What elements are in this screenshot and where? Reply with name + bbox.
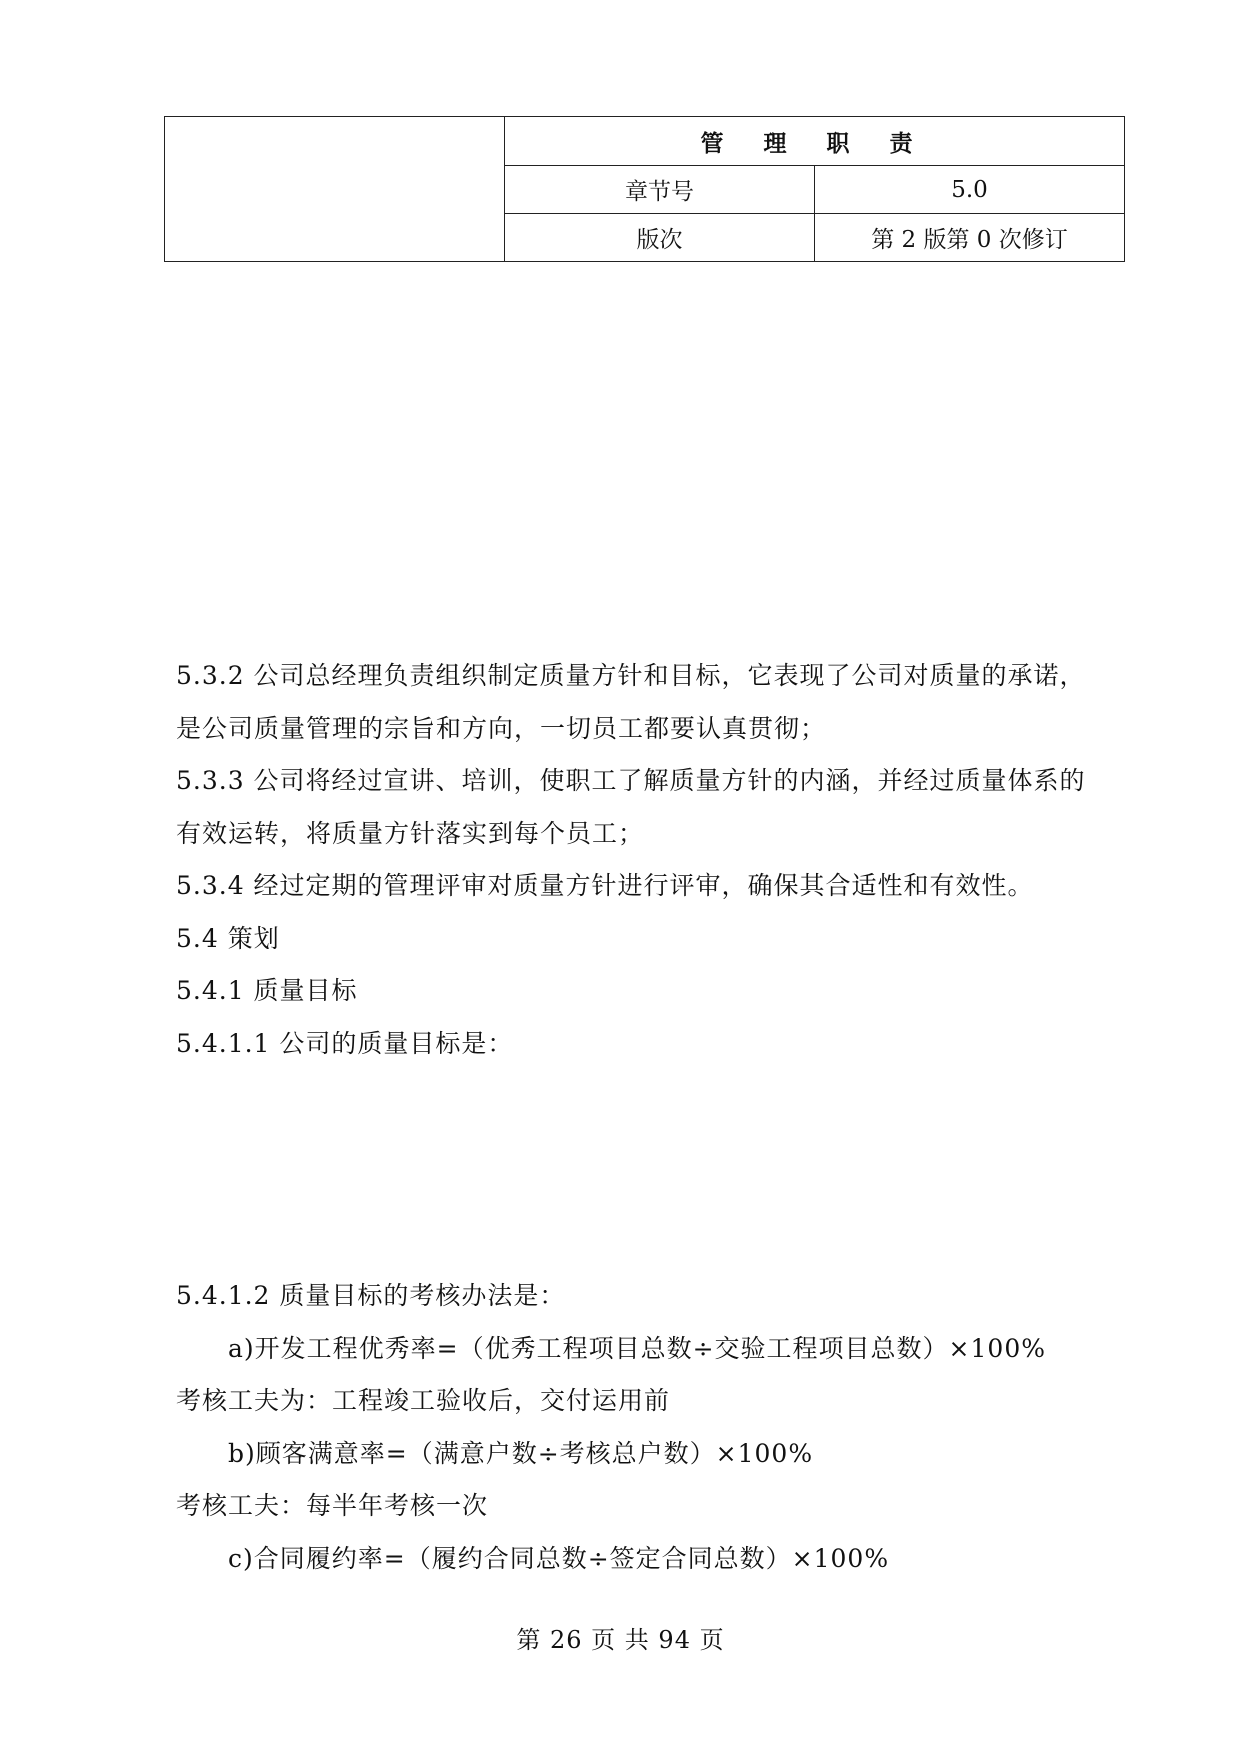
edition-label: 版次 [505,214,815,262]
formula-note-b: 考核工夫：每半年考核一次 [176,1491,489,1520]
formula-note-a: 考核工夫为：工程竣工验收后，交付运用前 [176,1386,671,1415]
document-header-table [164,116,1125,262]
formula-item-c: c)合同履约率=（履约合同总数÷签定合同总数）×100% [228,1543,890,1573]
chapter-value: 5.0 [815,166,1125,214]
chapter-label: 章节号 [505,166,815,214]
paragraph-line: 5.3.2 公司总经理负责组织制定质量方针和目标，它表现了公司对质量的承诺， [176,661,1086,690]
body-lower [176,1270,1116,1585]
subsection-heading: 5.4.1 质量目标 [176,976,358,1005]
paragraph-line: 5.3.3 公司将经过宣讲、培训，使职工了解质量方针的内涵，并经过质量体系的 [176,766,1086,795]
section-heading: 5.4 策划 [176,923,280,953]
formula-item-b: b)顾客满意率=（满意户数÷考核总户数）×100% [228,1438,814,1468]
body-upper [176,650,1116,1070]
subsection-heading: 5.4.1.2 质量目标的考核办法是： [176,1281,566,1310]
header-logo-cell [165,117,505,262]
formula-item-a: a)开发工程优秀率=（优秀工程项目总数÷交验工程项目总数）×100% [228,1333,1046,1363]
subsection-heading: 5.4.1.1 公司的质量目标是： [176,1028,514,1058]
paragraph-line: 5.3.4 经过定期的管理评审对质量方针进行评审，确保其合适性和有效性。 [176,871,1034,900]
page-number: 第 26 页 共 94 页 [516,1626,725,1654]
edition-value: 第 2 版第 0 次修订 [815,214,1125,262]
paragraph-line: 是公司质量管理的宗旨和方向，一切员工都要认真贯彻； [176,713,827,743]
section-title: 管 理 职 责 [505,117,1125,166]
paragraph-line: 有效运转，将质量方针落实到每个员工； [176,818,645,848]
